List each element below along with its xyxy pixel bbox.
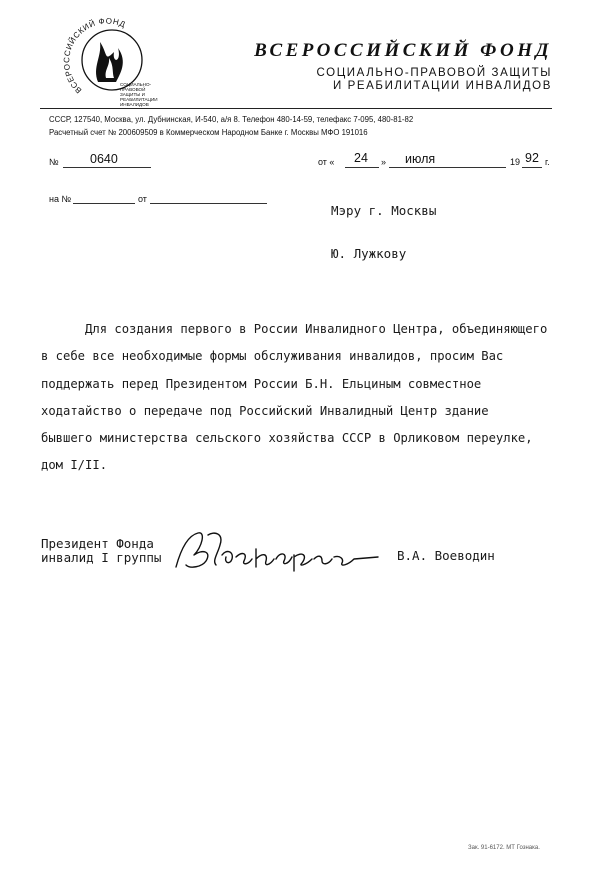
org-title: ВСЕРОССИЙСКИЙ ФОНД — [254, 40, 552, 61]
svg-text:РЕАБИЛИТАЦИИ: РЕАБИЛИТАЦИИ — [120, 97, 158, 102]
signatory-title-line1: Президент Фонда — [41, 536, 154, 551]
body-line: Для создания первого в России Инвалидного Центра, объединяющего — [41, 322, 548, 336]
reply-number-underline — [73, 203, 135, 204]
addressee-line1: Мэру г. Москвы — [331, 203, 437, 218]
svg-text:ЗАЩИТЫ И: ЗАЩИТЫ И — [120, 92, 145, 97]
addressee-line2: Ю. Лужкову — [331, 246, 407, 261]
number-value: 0640 — [90, 152, 118, 166]
date-year-underline — [522, 167, 542, 168]
svg-text:ВСЕРОССИЙСКИЙ ФОНД — [62, 16, 127, 95]
handwritten-signature — [172, 525, 384, 577]
date-year-prefix: 19 — [510, 157, 521, 167]
date-prefix: от « — [318, 157, 335, 167]
fund-logo — [62, 12, 158, 108]
svg-text:СОЦИАЛЬНО-: СОЦИАЛЬНО- — [120, 82, 152, 87]
date-month: июля — [405, 152, 436, 166]
date-year: 92 — [525, 151, 539, 165]
body-line: в себе все необходимые формы обслуживания инвалидов, просим Вас — [41, 349, 504, 363]
org-subtitle-line2: И РЕАБИЛИТАЦИИ ИНВАЛИДОВ — [332, 80, 552, 92]
body-line: бывшего министерства сельского хозяйства СССР в Орликовом переулке, — [41, 431, 533, 445]
logo-text-block — [120, 82, 158, 107]
header-divider — [40, 108, 552, 109]
bank-account-line: Расчетный счет № 200609509 в Коммерческом Народном Банке г. Москвы МФО 191016 — [49, 128, 368, 137]
date-day: 24 — [354, 151, 368, 165]
number-label: № — [49, 157, 59, 167]
date-month-underline — [389, 167, 506, 168]
number-underline — [63, 167, 151, 168]
body-line: поддержать перед Президентом России Б.Н. Ельциным совместное — [41, 377, 482, 391]
body-line: ходатайство о передаче под Российский Инвалидный Центр здание — [41, 404, 489, 418]
print-note: Зак. 91-6172. МТ Гознака. — [468, 845, 540, 851]
reply-from-label: от — [138, 194, 147, 204]
reply-number-label: на № — [49, 194, 72, 204]
reply-from-underline — [150, 203, 267, 204]
address-line: СССР, 127540, Москва, ул. Дубнинская, И-540, а/я 8. Телефон 480-14-59, телефакс 7-095, 480-81-82 — [49, 115, 414, 124]
date-suffix: г. — [545, 157, 550, 167]
signatory-title-line2: инвалид I группы — [41, 550, 162, 565]
svg-text:ПРАВОВОЙ: ПРАВОВОЙ — [120, 87, 146, 92]
logo-ring-text: ВСЕРОССИЙСКИЙ ФОНД — [62, 16, 127, 96]
svg-text:ИНВАЛИДОВ: ИНВАЛИДОВ — [120, 102, 149, 107]
date-mid: » — [381, 157, 387, 167]
date-day-underline — [345, 167, 379, 168]
signatory-name: В.А. Воеводин — [397, 548, 495, 563]
org-subtitle-line1: СОЦИАЛЬНО-ПРАВОВОЙ ЗАЩИТЫ — [316, 67, 552, 79]
body-line: дом I/II. — [41, 458, 108, 472]
